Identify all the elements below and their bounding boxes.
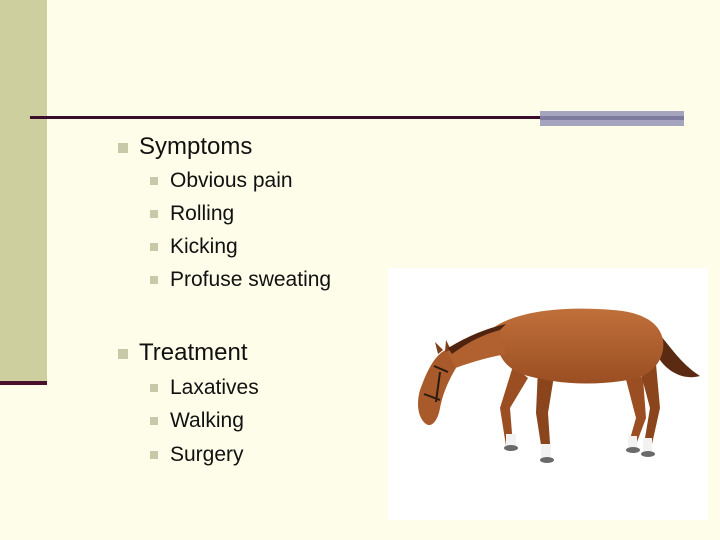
list-item: Obvious pain (170, 169, 293, 192)
sub-bullet-icon (150, 417, 158, 425)
list-item: Profuse sweating (170, 268, 332, 291)
sub-bullet-icon (150, 210, 158, 218)
sub-bullet-icon (150, 276, 158, 284)
title-divider (30, 116, 540, 119)
sub-bullet-icon (150, 243, 158, 251)
list-item: Kicking (170, 235, 238, 258)
horse-photo (388, 268, 708, 520)
sub-bullet-icon (150, 451, 158, 459)
title-divider-accent (540, 111, 684, 126)
section-heading: Symptoms (139, 133, 253, 160)
sub-bullet-icon (150, 177, 158, 185)
horse-icon (388, 268, 708, 520)
left-accent-edge (0, 381, 47, 385)
bullet-icon (118, 349, 128, 359)
left-accent-band (0, 0, 47, 385)
list-item: Walking (170, 409, 244, 432)
sub-bullet-icon (150, 384, 158, 392)
bullet-icon (118, 143, 128, 153)
list-item: Rolling (170, 202, 235, 225)
section-heading: Treatment (139, 339, 248, 366)
list-item: Laxatives (170, 376, 259, 399)
list-item: Surgery (170, 443, 244, 466)
